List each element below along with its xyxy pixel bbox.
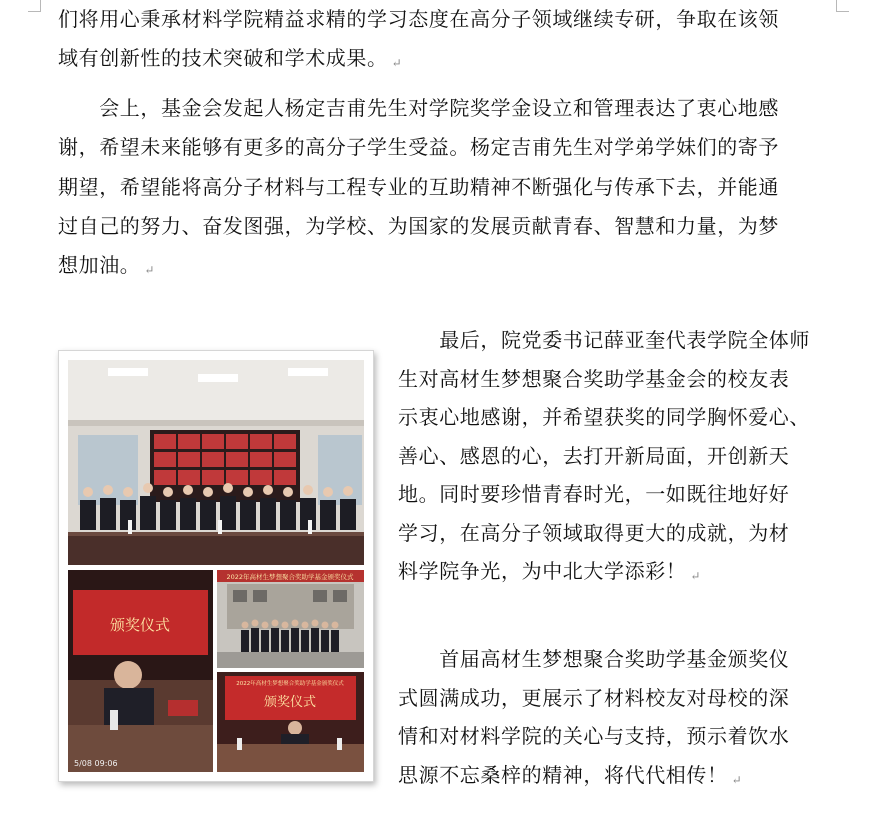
photo-collage xyxy=(58,350,374,782)
text-line: 地。同时要珍惜青春时光，一如既往地好好 xyxy=(398,482,790,506)
text-line: 学习，在高分子领域取得更大的成就，为材 xyxy=(398,520,790,545)
text-line: 谢，希望未来能够有更多的高分子学生受益。杨定吉甫先生对学弟学妹们的寄予 xyxy=(58,135,779,160)
text-line: 生对高材生梦想聚合奖助学基金会的校友表 xyxy=(398,366,790,391)
stage-title-text: 颁奖仪式 xyxy=(109,616,171,634)
text-line: 情和对材料学院的关心与支持，预示着饮水 xyxy=(398,724,790,748)
meeting-room-photo xyxy=(68,360,364,565)
text-line: 料学院争光，为中北大学添彩！ ↵ xyxy=(398,559,702,583)
text-line: 期望，希望能将高分子材料与工程专业的互助精神不断强化与传承下去，并能通 xyxy=(58,174,779,199)
paragraph-mark-icon: ↵ xyxy=(731,772,743,787)
award-table-photo xyxy=(217,672,364,772)
paragraph-mark-icon: ↵ xyxy=(391,56,403,71)
banner-text: 2022年高材生梦想聚合奖助学基金颁奖仪式 xyxy=(226,573,354,581)
text-line: 式圆满成功，更展示了材料校友对母校的深 xyxy=(398,685,790,710)
text-line: 会上，基金会发起人杨定吉甫先生对学院奖学金设立和管理表达了衷心地感 xyxy=(58,96,779,120)
text-line: 最后，院党委书记薛亚奎代表学院全体师 xyxy=(398,328,810,352)
group-illustration xyxy=(217,570,364,668)
paragraph-3 xyxy=(398,321,826,596)
paragraph-mark-icon: ↵ xyxy=(690,569,702,583)
text-line: 们将用心秉承材料学院精益求精的学习态度在高分子领域继续专研，争取在该领 xyxy=(58,7,779,31)
page-corner-mark-right xyxy=(836,0,849,12)
text-line: 域有创新性的技术突破和学术成果。 ↵ xyxy=(58,46,403,71)
text-line: 过自己的努力、奋发图强，为学校、为国家的发展贡献青春、智慧和力量，为梦 xyxy=(58,213,779,238)
banner-small-text: 2022年高材生梦想聚合奖助学基金颁奖仪式 xyxy=(236,681,344,687)
text-line: 想加油。 ↵ xyxy=(58,253,156,278)
page-corner-mark-left xyxy=(28,0,41,12)
speaker-illustration xyxy=(68,570,213,772)
paragraph-2 xyxy=(58,89,828,290)
text-line: 善心、感恩的心，去打开新局面，开创新天 xyxy=(398,443,790,468)
group-photo xyxy=(217,570,364,668)
photo-timestamp: 5/08 09:06 xyxy=(74,759,118,768)
text-line: 示衷心地感谢，并希望获奖的同学胸怀爱心、 xyxy=(398,405,810,429)
meeting-room-illustration xyxy=(68,360,364,565)
stage-title-small-text: 颁奖仪式 xyxy=(263,695,317,710)
speaker-photo xyxy=(68,570,213,772)
paragraph-4 xyxy=(398,640,826,799)
text-line: 首届高材生梦想聚合奖助学基金颁奖仪 xyxy=(398,647,790,671)
paragraph-1 xyxy=(58,0,828,84)
paragraph-mark-icon: ↵ xyxy=(144,263,156,278)
text-line: 思源不忘桑梓的精神，将代代相传！ ↵ xyxy=(398,762,743,787)
award-table-illustration xyxy=(217,672,364,772)
